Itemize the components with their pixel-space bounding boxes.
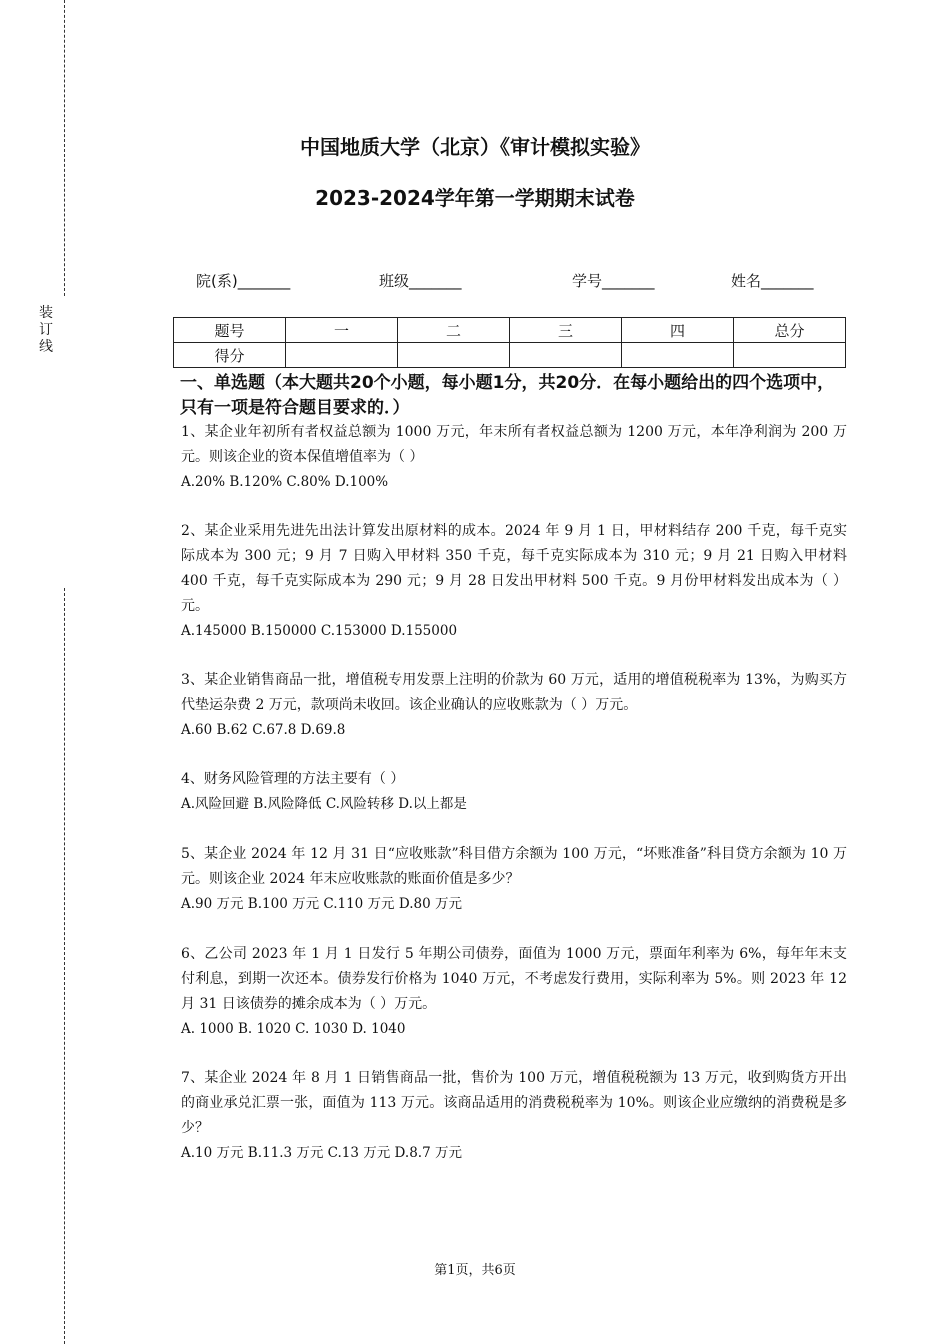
score-table-header-row [174, 318, 846, 343]
question-options: A.10 万元 B.11.3 万元 C.13 万元 D.8.7 万元 [181, 1145, 462, 1161]
class-field: 班级_______ [379, 272, 462, 290]
question-1 [181, 420, 847, 495]
score-table-header: 题号 [174, 318, 286, 343]
score-row-label: 得分 [174, 343, 286, 368]
score-table-header: 四 [622, 318, 734, 343]
score-table-header: 总分 [734, 318, 846, 343]
page-number: 第1页，共6页 [434, 1263, 516, 1278]
question-stem: 2、某企业采用先进先出法计算发出原材料的成本。2024 年 9 月 1 日，甲材料结存 200 千克，每千克实际成本为 300 元；9 月 7 日购入甲材料 350 千克，每千克实际成本为 310 元；9 月 21 日购入甲材料 400 千克，每千克实际成本为 290 元；9 月 28 日发出甲材料 500 千克。9 月份甲材料发出成本为（ ）元。 [181, 523, 847, 614]
question-7 [181, 1066, 847, 1166]
section-heading: 一、单选题（本大题共20个小题，每小题1分，共20分．在每小题给出的四个选项中，只有一项是符合题目要求的．） [180, 373, 835, 418]
exam-title: 中国地质大学（北京）《审计模拟实验》 [300, 135, 650, 159]
department-field: 院(系)_______ [196, 272, 291, 290]
score-table-header: 一 [286, 318, 398, 343]
score-table [173, 317, 846, 368]
score-cell [398, 343, 510, 368]
question-options: A.90 万元 B.100 万元 C.110 万元 D.80 万元 [181, 896, 462, 912]
score-cell [510, 343, 622, 368]
exam-subtitle: 2023-2024学年第一学期期末试卷 [315, 186, 635, 210]
score-table-score-row [174, 343, 846, 368]
question-5 [181, 842, 847, 917]
question-6 [181, 942, 847, 1042]
question-stem: 3、某企业销售商品一批，增值税专用发票上注明的价款为 60 万元，适用的增值税税率为 13%，为购买方代垫运杂费 2 万元，款项尚未收回。该企业确认的应收账款为（ ）万元。 [181, 672, 847, 713]
student-id-field: 学号_______ [572, 272, 655, 290]
binding-dashed-line-bottom [64, 588, 65, 1344]
question-stem: 6、乙公司 2023 年 1 月 1 日发行 5 年期公司债券，面值为 1000 万元，票面年利率为 6%，每年年末支付利息，到期一次还本。债券发行价格为 1040 万元，不考虑发行费用，实际利率为 5%。则 2023 年 12 月 31 日该债券的摊余成本为（ ）万元。 [181, 946, 847, 1012]
score-table-header: 二 [398, 318, 510, 343]
question-options: A.145000 B.150000 C.153000 D.155000 [181, 623, 458, 639]
question-stem: 5、某企业 2024 年 12 月 31 日“应收账款”科目借方余额为 100 万元，“坏账准备”科目贷方余额为 10 万元。则该企业 2024 年末应收账款的账面价值是多少？ [181, 846, 847, 887]
score-cell [622, 343, 734, 368]
binding-label: 装订线 [39, 305, 53, 355]
question-stem: 4、财务风险管理的方法主要有（ ） [181, 771, 405, 787]
question-3 [181, 668, 847, 743]
question-options: A.20% B.120% C.80% D.100% [181, 474, 389, 490]
question-4 [181, 767, 847, 817]
score-cell [286, 343, 398, 368]
question-options: A.60 B.62 C.67.8 D.69.8 [181, 722, 346, 738]
score-cell [734, 343, 846, 368]
question-2 [181, 519, 847, 644]
name-field: 姓名_______ [731, 272, 814, 290]
question-options: A.风险回避 B.风险降低 C.风险转移 D.以上都是 [181, 796, 467, 812]
question-stem: 7、某企业 2024 年 8 月 1 日销售商品一批，售价为 100 万元，增值税税额为 13 万元，收到购货方开出的商业承兑汇票一张，面值为 113 万元。该商品适用的消费税税率为 10%。则该企业应缴纳的消费税是多少？ [181, 1070, 847, 1136]
question-options: A. 1000 B. 1020 C. 1030 D. 1040 [181, 1021, 406, 1037]
question-stem: 1、某企业年初所有者权益总额为 1000 万元，年末所有者权益总额为 1200 万元，本年净利润为 200 万元。则该企业的资本保值增值率为（ ） [181, 424, 847, 465]
score-table-header: 三 [510, 318, 622, 343]
